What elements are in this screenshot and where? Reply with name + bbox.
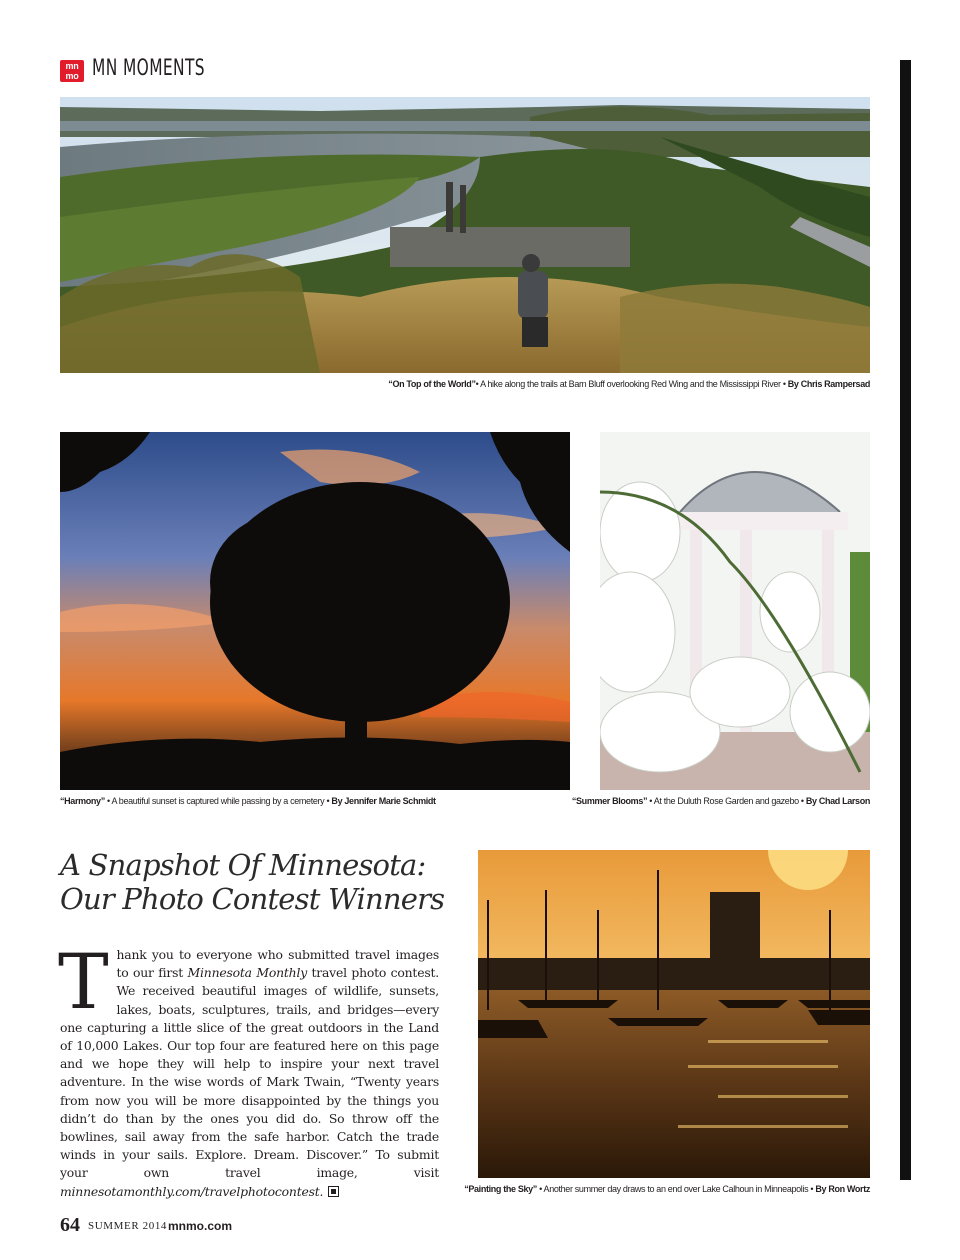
logo-line-2: mo [65, 71, 79, 81]
photo-painting-the-sky [478, 850, 870, 1178]
caption-title: “Harmony” [60, 796, 105, 806]
caption-byline: By Ron Wortz [815, 1184, 870, 1194]
headline-line-2: Our Photo Contest Winners [60, 882, 445, 916]
site-url[interactable]: mnmo.com [168, 1219, 233, 1233]
photo-harmony [60, 432, 570, 790]
mnmo-logo [60, 60, 84, 82]
page-edge-bar [900, 60, 911, 1180]
caption-summer-blooms [572, 796, 870, 806]
body-middle: travel photo contest. We received beautiful images of wildlife, sunsets, lakes, boats, sculptures, trails, and bridges—every one capturing a little slice of the great outdoors in the Land of 10,000 Lakes. Our top four are featured here on this page and we hope they will help to inspire your next travel adventure. In the wise words of Mark Twain, “Twenty years from now you will be more disappointed by the things you didn’t do than by the ones you did do. So throw off the bowlines, sail away from the safe harbor. Catch the trade winds in your sails. Explore. Dream. Discover.” To submit your own travel image, visit [60, 965, 440, 1181]
caption-description: • At the Duluth Rose Garden and gazebo • [647, 796, 806, 806]
caption-description: • Another summer day draws to an end over Lake Calhoun in Minneapolis • [536, 1184, 816, 1194]
drop-cap: T [58, 937, 109, 1026]
body-start: hank you to everyone who submitted travel images to our first [116, 947, 439, 981]
headline-line-1: A Snapshot Of Minnesota: [60, 848, 426, 882]
caption-title: “Summer Blooms” [571, 796, 648, 806]
caption-title: “On Top of the World” [388, 379, 476, 389]
contest-url[interactable]: minnesotamonthly.com/travelphotocontest. [60, 1183, 324, 1199]
end-mark-icon [328, 1186, 339, 1197]
caption-harmony [60, 796, 436, 806]
caption-description: • A beautiful sunset is captured while passing by a cemetery • [104, 796, 332, 806]
photo-summer-blooms [600, 432, 870, 790]
caption-painting-the-sky [464, 1184, 870, 1194]
article-headline [60, 848, 460, 916]
photo-barn-bluff [60, 97, 870, 373]
caption-barn-bluff [388, 379, 870, 389]
caption-byline: By Chad Larson [805, 796, 870, 806]
issue-label: SUMMER 2014 [88, 1220, 168, 1232]
caption-byline: By Chris Rampersad [787, 379, 870, 389]
section-title: MN MOMENTS [92, 56, 206, 81]
article-body [58, 937, 440, 1201]
caption-byline: By Jennifer Marie Schmidt [331, 796, 436, 806]
page-number: 64 [60, 1214, 80, 1236]
logo-line-1: mn [65, 61, 79, 71]
caption-title: “Painting the Sky” [464, 1184, 537, 1194]
magazine-name: Minnesota Monthly [187, 965, 308, 981]
caption-description: • A hike along the trails at Barn Bluff overlooking Red Wing and the Mississippi River • [475, 379, 788, 389]
